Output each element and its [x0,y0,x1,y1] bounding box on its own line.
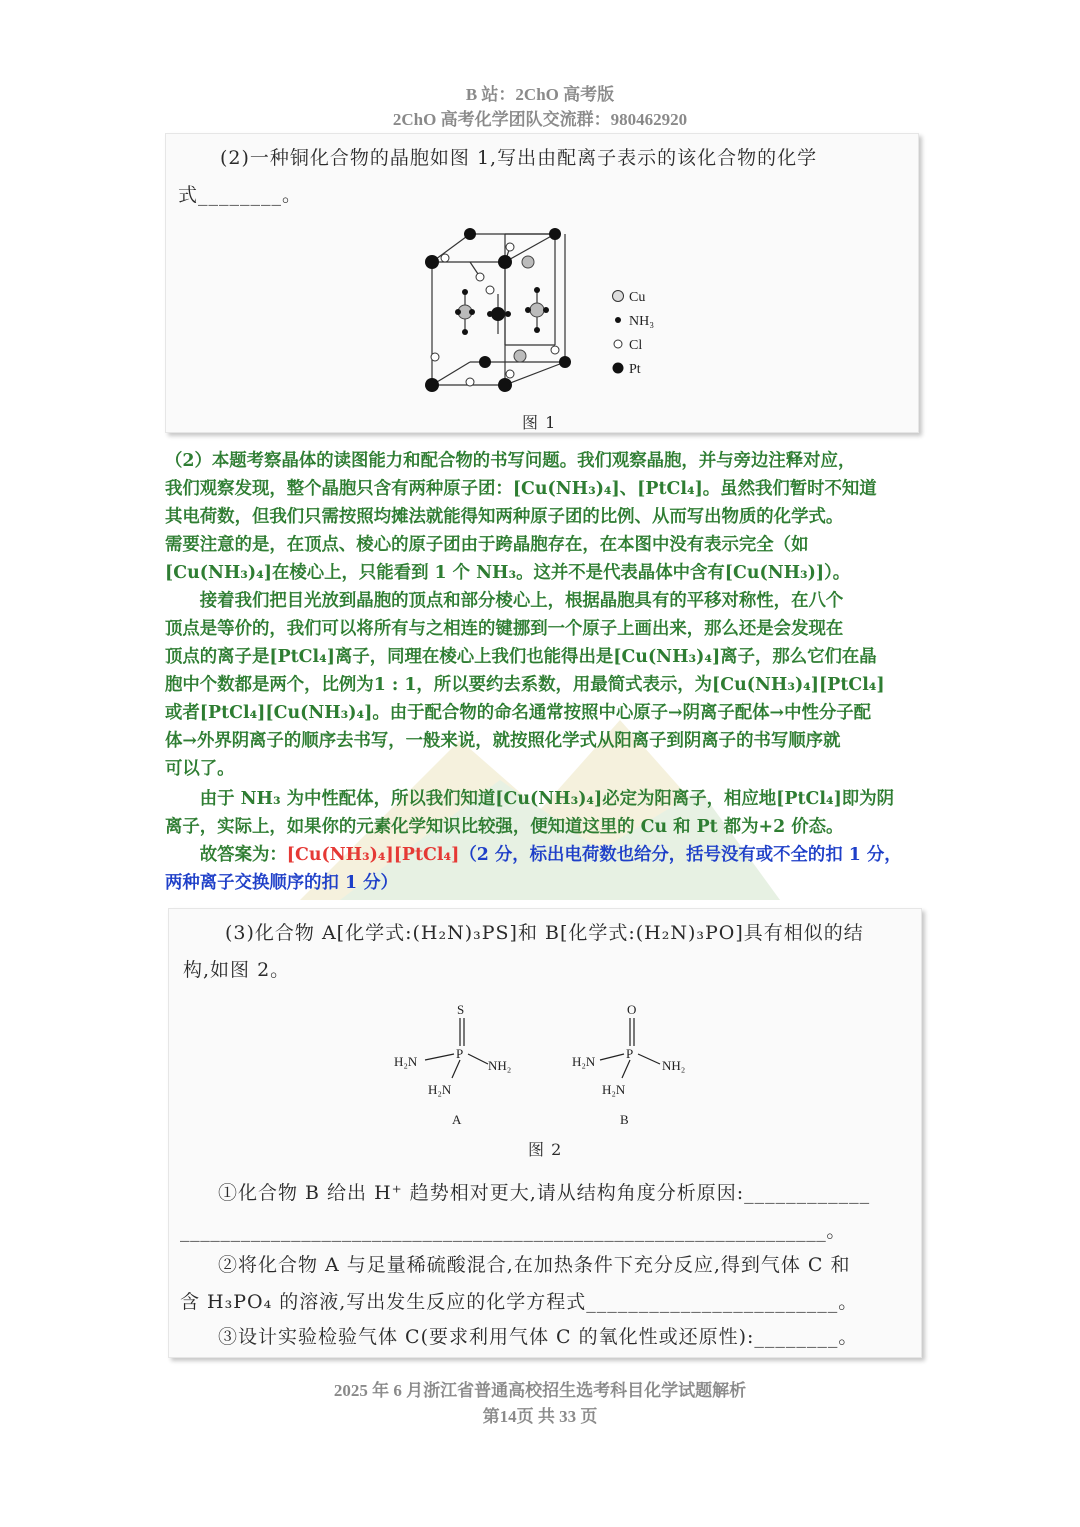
question2-line1: (2)一种铜化合物的晶胞如图 1,写出由配离子表示的该化合物的化学 [220,147,818,169]
grading-note-2: 两种离子交换顺序的扣 1 分） [165,873,398,893]
final-answer-prefix: 故答案为： [165,845,287,865]
answer-line: 可以了。 [165,759,235,779]
question3-sub1-blank: ________________________________________________________________。 [180,1220,846,1242]
answer-line: 体→外界阴离子的顺序去书写，一般来说，就按照化学式从阳离子到阴离子的书写顺序就 [165,731,841,751]
header-group: 2ChO 高考化学团队交流群：980462920 [392,110,688,129]
molA-bottom: H₂N [428,1082,452,1097]
grading-note: （2 分，标出电荷数也给分，括号没有或不全的扣 1 分， [459,845,902,865]
header-site: B 站：2ChO 高考版 [465,85,615,104]
molA-top: S [457,1002,465,1017]
answer-line: 离子，实际上，如果你的元素化学知识比较强，便知道这里的 Cu 和 Pt 都为+2 价态。 [165,817,844,837]
crystal-cell-figure [410,222,670,402]
molecule-structures [380,998,720,1128]
molB-right: NH₂ [662,1058,686,1073]
figure2-caption: 图 2 [528,1140,563,1159]
answer-line: 或者[PtCl₄][Cu(NH₃)₄]。由于配合物的命名通常按照中心原子→阴离子配体→中性分子配 [165,703,872,723]
figure1-caption: 图 1 [522,413,557,432]
grading-note-line2 [165,868,935,893]
molB-left: H₂N [572,1054,596,1069]
molA-label: A [452,1112,462,1127]
question3-sub2: ②将化合物 A 与足量稀硫酸混合,在加热条件下充分反应,得到气体 C 和 [218,1254,851,1276]
molA-center: P [456,1046,464,1061]
answer-line: 顶点是等价的，我们可以将所有与之相连的键挪到一个原子上画出来，那么还是会发现在 [165,619,844,639]
molB-label: B [620,1112,629,1127]
answer-line: 我们观察发现，整个晶胞只含有两种原子团：[Cu(NH₃)₄]、[PtCl₄]。虽然我们暂时不知道 [165,479,877,499]
legend-cl: Cl [629,338,643,353]
molA-left: H₂N [394,1054,418,1069]
question3-line1: (3)化合物 A[化学式:(H₂N)₃PS]和 B[化学式:(H₂N)₃PO]具有相似的结 [225,922,864,944]
molA-right: NH₂ [488,1058,512,1073]
legend-nh3: NH₃ [629,314,655,329]
question3-sub1: ①化合物 B 给出 H⁺ 趋势相对更大,请从结构角度分析原因:____________ [218,1182,871,1204]
answer-line: 接着我们把目光放到晶胞的顶点和部分棱心上，根据晶胞具有的平移对称性，在八个 [165,591,844,611]
answer-line: （2）本题考察晶体的读图能力和配合物的书写问题。我们观察晶胞，并与旁边注释对应， [165,451,856,471]
molB-top: O [627,1002,637,1017]
footer-title: 2025 年 6 月浙江省普通高校招生选考科目化学试题解析 [333,1381,747,1400]
page-number: 第14页 共 33 页 [482,1407,598,1426]
answer-line: 胞中个数都是两个，比例为1 : 1，所以要约去系数，用最简式表示，为[Cu(NH₃)₄][PtCl₄] [165,675,885,695]
legend-cu: Cu [629,290,646,305]
question2-line2: 式________。 [178,184,303,206]
answer-line: 顶点的离子是[PtCl₄]离子，同理在棱心上我们也能得出是[Cu(NH₃)₄]离子，那么它们在晶 [165,647,877,667]
question3-sub3: ③设计实验检验气体 C(要求利用气体 C 的氧化性或还原性):________。 [218,1326,859,1348]
legend-pt: Pt [629,362,641,377]
final-answer: [Cu(NH₃)₄][PtCl₄] [286,845,460,865]
answer-line: 由于 NH₃ 为中性配体，所以我们知道[Cu(NH₃)₄]必定为阳离子，相应地[PtCl₄]即为阴 [165,789,894,809]
final-answer-line [165,840,935,865]
answer-line: 其电荷数，但我们只需按照均摊法就能得知两种原子团的比例、从而写出物质的化学式。 [165,507,844,527]
molB-bottom: H₂N [602,1082,626,1097]
answer-line: [Cu(NH₃)₄]在棱心上，只能看到 1 个 NH₃。这并不是代表晶体中含有[Cu(NH₃)]）。 [165,563,851,583]
molB-center: P [626,1046,634,1061]
question3-line2: 构,如图 2。 [183,959,291,981]
answer-line: 需要注意的是，在顶点、棱心的原子团由于跨晶胞存在，在本图中没有表示完全（如 [165,535,809,555]
question3-sub2b: 含 H₃PO₄ 的溶液,写出发生反应的化学方程式________________________。 [180,1291,859,1313]
